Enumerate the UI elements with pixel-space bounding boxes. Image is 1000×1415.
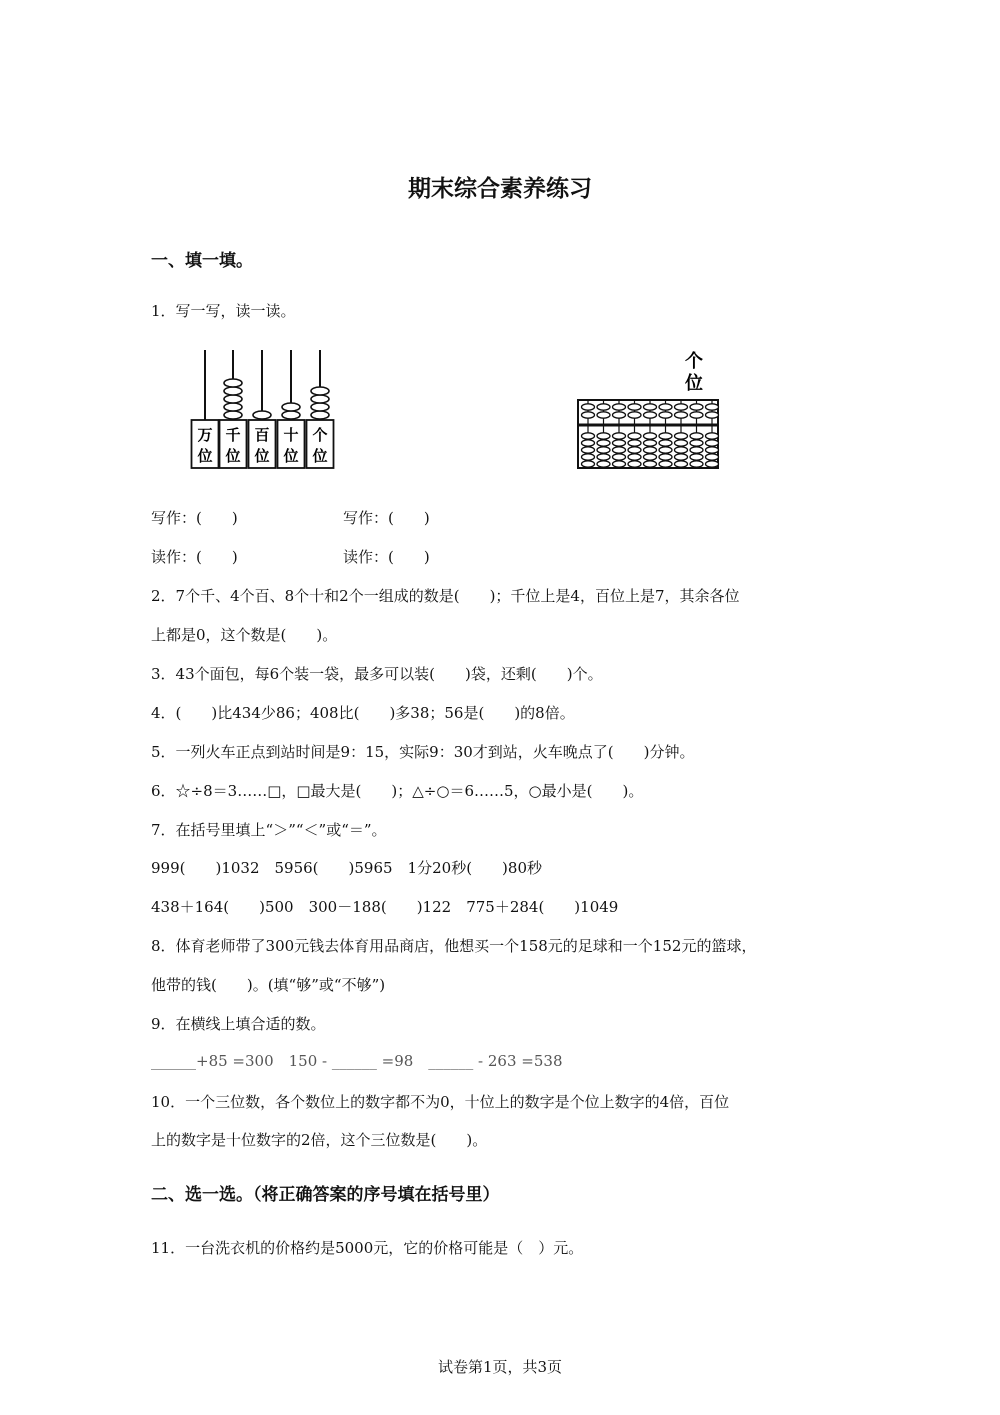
question-10-line-1: 10．一个三位数，各个数位上的数字都不为0，十位上的数字是个位上数字的4倍，百位	[151, 1093, 730, 1111]
abacus-1-place-label: 百	[254, 426, 270, 444]
abacus-2-lower-bead	[675, 447, 688, 453]
abacus-2-lower-bead	[613, 433, 626, 439]
abacus-2-beads	[582, 400, 719, 468]
abacus-1-place-label: 个	[312, 426, 328, 444]
section-heading-2: 二、选一选。（将正确答案的序号填在括号里）	[151, 1185, 500, 1205]
abacus-2-lower-bead	[597, 454, 610, 460]
abacus-2-upper-bead	[628, 404, 641, 410]
abacus-2-lower-bead	[675, 461, 688, 467]
abacus-2-lower-bead	[706, 461, 719, 467]
abacus-2-lower-bead	[706, 454, 719, 460]
abacus-2-lower-bead	[597, 447, 610, 453]
abacus-2-label-bottom: 位	[685, 373, 703, 394]
abacus-1-bead	[224, 395, 242, 403]
abacus-1-place-sub: 位	[225, 447, 241, 465]
abacus-2-lower-bead	[597, 440, 610, 446]
abacus-2-lower-bead	[613, 461, 626, 467]
abacus-2-upper-bead	[597, 412, 610, 418]
abacus-1-place-label: 千	[225, 426, 241, 444]
page-title: 期末综合素养练习	[408, 176, 592, 202]
abacus-1-bead	[311, 411, 329, 419]
abacus-2-lower-bead	[644, 433, 657, 439]
question-1-write-a: 写作：( )	[151, 509, 238, 527]
abacus-1-place-sub: 位	[254, 447, 270, 465]
section-heading-1: 一、填一填。	[151, 251, 253, 271]
abacus-2-lower-bead	[675, 454, 688, 460]
abacus-2-lower-bead	[659, 433, 672, 439]
abacus-1-bead	[224, 403, 242, 411]
question-8-line-2: 他带的钱( )。(填“够”或“不够”)	[151, 976, 386, 994]
abacus-2-upper-bead	[706, 404, 719, 410]
abacus-2-lower-bead	[582, 461, 595, 467]
abacus-2-lower-bead	[582, 433, 595, 439]
abacus-2-lower-bead	[706, 440, 719, 446]
question-3: 3．43个面包，每6个装一袋，最多可以装( )袋，还剩( )个。	[151, 665, 603, 683]
abacus-1-bead	[224, 379, 242, 387]
question-4: 4．( )比434少86；408比( )多38；56是( )的8倍。	[151, 704, 575, 722]
abacus-2-lower-bead	[690, 440, 703, 446]
abacus-2-lower-bead	[690, 461, 703, 467]
abacus-2-lower-bead	[644, 447, 657, 453]
abacus-1-bead	[224, 411, 242, 419]
abacus-2-lower-bead	[582, 440, 595, 446]
question-1-read-b: 读作：( )	[343, 548, 430, 566]
abacus-1-bead	[282, 403, 300, 411]
abacus-1-bead	[224, 387, 242, 395]
abacus-1-place-label: 万	[197, 426, 213, 444]
abacus-2-lower-bead	[659, 447, 672, 453]
abacus-2-lower-bead	[597, 433, 610, 439]
abacus-2-lower-bead	[644, 454, 657, 460]
abacus-2-upper-bead	[690, 412, 703, 418]
abacus-1-bead	[282, 411, 300, 419]
question-1-write-b: 写作：( )	[343, 509, 430, 527]
question-1-read-a: 读作：( )	[151, 548, 238, 566]
abacus-1-bead	[311, 395, 329, 403]
question-9-row-1: ______+85 =300 150 - ______ =98 ______ - 263 =538	[151, 1052, 563, 1070]
abacus-2-lower-bead	[706, 433, 719, 439]
abacus-1-bead	[311, 387, 329, 395]
abacus-figure-1	[185, 345, 345, 475]
abacus-2-lower-bead	[659, 454, 672, 460]
abacus-1-place-label: 十	[283, 426, 299, 444]
abacus-1-place-sub: 位	[283, 447, 299, 465]
abacus-2-upper-bead	[582, 404, 595, 410]
abacus-2-upper-bead	[690, 404, 703, 410]
abacus-2-lower-bead	[597, 461, 610, 467]
abacus-2-upper-bead	[706, 412, 719, 418]
abacus-2-lower-bead	[644, 440, 657, 446]
abacus-figure-2	[572, 345, 732, 475]
abacus-2-lower-bead	[675, 440, 688, 446]
abacus-2-upper-bead	[628, 412, 641, 418]
abacus-2-lower-bead	[628, 447, 641, 453]
question-7-row-1: 999( )1032 5956( )5965 1分20秒( )80秒	[151, 859, 542, 877]
question-5: 5．一列火车正点到站时间是9：15，实际9：30才到站，火车晚点了( )分钟。	[151, 743, 695, 761]
abacus-2-upper-bead	[644, 412, 657, 418]
abacus-2-lower-bead	[675, 433, 688, 439]
abacus-2-lower-bead	[659, 461, 672, 467]
abacus-2-lower-bead	[628, 461, 641, 467]
abacus-2-lower-bead	[628, 440, 641, 446]
abacus-2-upper-bead	[659, 412, 672, 418]
abacus-2-upper-bead	[613, 404, 626, 410]
question-7-row-2: 438＋164( )500 300－188( )122 775＋284( )1049	[151, 898, 619, 916]
abacus-2-upper-bead	[582, 412, 595, 418]
abacus-1-group	[192, 350, 334, 468]
question-2-line-2: 上都是0，这个数是( )。	[151, 626, 338, 644]
abacus-2-upper-bead	[613, 412, 626, 418]
abacus-2-lower-bead	[613, 447, 626, 453]
question-6: 6．☆÷8＝3……□，□最大是( )；△÷○＝6……5，○最小是( )。	[151, 782, 644, 800]
question-10-line-2: 上的数字是十位数字的2倍，这个三位数是( )。	[151, 1131, 488, 1149]
abacus-2-lower-bead	[628, 454, 641, 460]
abacus-2-lower-bead	[644, 461, 657, 467]
abacus-2-lower-bead	[628, 433, 641, 439]
abacus-2-lower-bead	[582, 447, 595, 453]
question-1: 1．写一写，读一读。	[151, 302, 296, 320]
abacus-2-lower-bead	[613, 454, 626, 460]
question-2-line-1: 2．7个千、4个百、8个十和2个一组成的数是( )；千位上是4，百位上是7，其余各位	[151, 587, 740, 605]
abacus-2-lower-bead	[613, 440, 626, 446]
question-9: 9．在横线上填合适的数。	[151, 1015, 326, 1033]
abacus-2-lower-bead	[582, 454, 595, 460]
abacus-2-lower-bead	[690, 447, 703, 453]
question-11: 11．一台洗衣机的价格约是5000元，它的价格可能是（ ）元。	[151, 1239, 584, 1257]
abacus-1-bead	[253, 411, 271, 419]
abacus-1-bead	[311, 403, 329, 411]
abacus-2-label-top: 个	[685, 351, 703, 372]
abacus-1-place-sub: 位	[197, 447, 213, 465]
abacus-2-upper-bead	[675, 412, 688, 418]
abacus-2-lower-bead	[690, 454, 703, 460]
abacus-2-lower-bead	[659, 440, 672, 446]
abacus-2-upper-bead	[597, 404, 610, 410]
abacus-2-upper-bead	[659, 404, 672, 410]
abacus-2-upper-bead	[675, 404, 688, 410]
question-8-line-1: 8．体育老师带了300元钱去体育用品商店，他想买一个158元的足球和一个152元的篮球，	[151, 937, 757, 955]
abacus-2-lower-bead	[690, 433, 703, 439]
question-7: 7．在括号里填上“＞”“＜”或“＝”。	[151, 821, 387, 839]
abacus-2-upper-bead	[644, 404, 657, 410]
abacus-1-place-sub: 位	[312, 447, 328, 465]
abacus-2-lower-bead	[706, 447, 719, 453]
page-footer: 试卷第1页，共3页	[437, 1358, 563, 1376]
